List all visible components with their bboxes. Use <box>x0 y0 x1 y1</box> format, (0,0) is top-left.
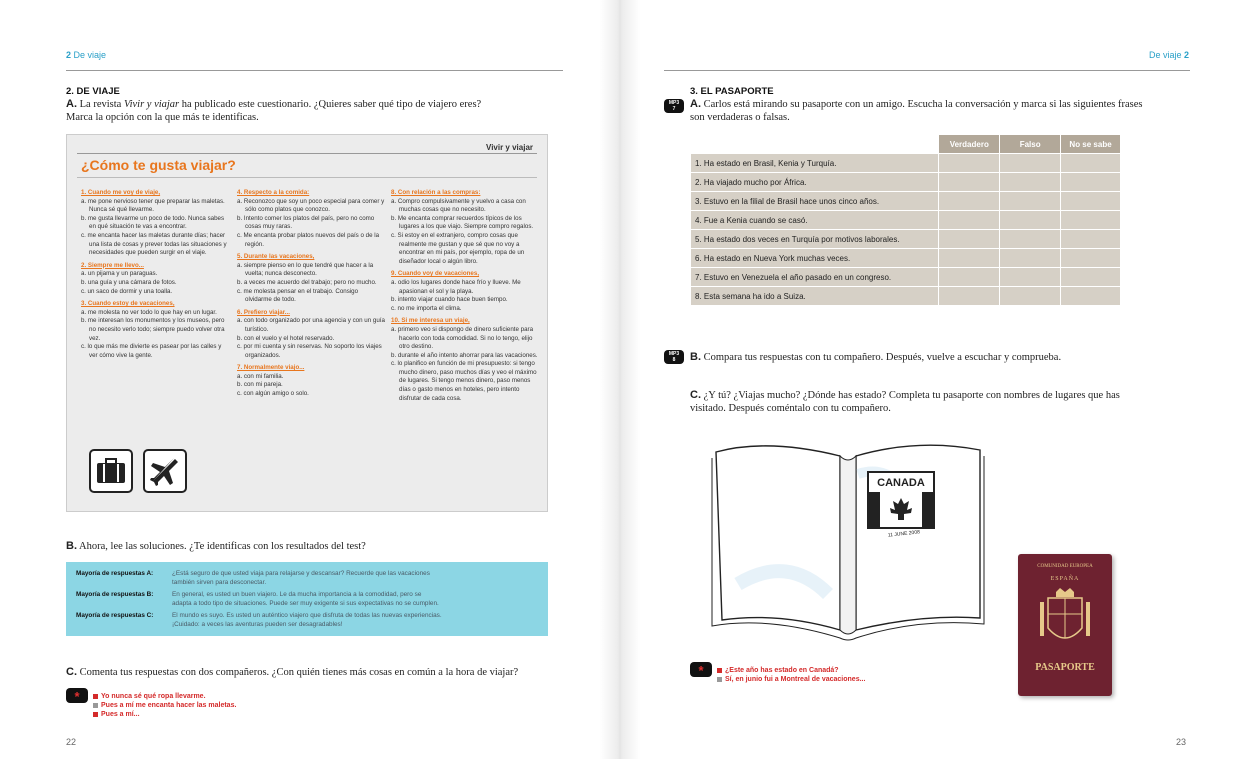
quiz-option[interactable]: c. lo que más me divierte es pasear por las calles y ver cómo vive la gente. <box>81 343 222 359</box>
part-b-text: Compara tus respuestas con tu compañero. Después, vuelve a escuchar y comprueba. <box>703 352 1062 363</box>
quiz-option[interactable]: a. con todo organizado por una agencia y con un guía turístico. <box>237 317 385 333</box>
quiz-question: 7. Normalmente viajo... <box>237 364 305 372</box>
quiz-option[interactable]: c. con algún amigo o solo. <box>237 390 309 398</box>
answer-cell-falso[interactable] <box>1000 249 1061 268</box>
header-no-se-sabe: No se sabe <box>1061 135 1121 154</box>
quiz-title: ¿Cómo te gusta viajar? <box>81 157 236 173</box>
solutions-box <box>66 562 548 636</box>
answer-cell-verdadero[interactable] <box>939 249 1000 268</box>
passport-line2: ESPAÑA <box>1050 576 1080 582</box>
quiz-question: 4. Respecto a la comida: <box>237 189 310 196</box>
answer-cell-verdadero[interactable] <box>939 154 1000 173</box>
quiz-question: 10. Si me interesa un viaje, <box>391 317 470 325</box>
left-running-header <box>66 50 106 60</box>
passport-line1: COMUNIDAD EUROPEA <box>1037 564 1093 569</box>
answer-cell-verdadero[interactable] <box>939 211 1000 230</box>
quiz-option[interactable]: c. me encanta hacer las maletas durante días; hacer una lista de cosas y prever todas las situaciones y necesidades que pueden surgir en el viaje. <box>81 231 227 257</box>
answer-cell-falso[interactable] <box>1000 211 1061 230</box>
section-title-pasaporte: 3. EL PASAPORTE <box>690 86 774 97</box>
answer-cell-falso[interactable] <box>1000 154 1061 173</box>
right-running-header <box>1149 50 1189 60</box>
passport-title: PASAPORTE <box>1035 662 1095 673</box>
part-a-line1: Carlos está mirando su pasaporte con un amigo. Escucha la conversación y marca si las siguientes frases <box>703 99 1143 110</box>
answer-cell-verdadero[interactable] <box>939 287 1000 306</box>
statement-cell: 8. Esta semana ha ido a Suiza. <box>691 287 939 306</box>
table-row <box>691 287 1121 306</box>
quiz-option[interactable]: c. no me importa el clima. <box>391 304 462 312</box>
example-dialog-right <box>717 666 865 684</box>
quiz-option[interactable]: c. Si estoy en el extranjero, compro cosas que realmente me gustan y que sé que no voy a encontrar en mi país, por ejemplo, ropa de un diseñador local o algún libro. <box>391 231 525 265</box>
answer-cell-no-se-sabe[interactable] <box>1061 211 1121 230</box>
answer-cell-falso[interactable] <box>1000 173 1061 192</box>
dialog-line <box>717 666 865 675</box>
quiz-column-1 <box>81 185 229 360</box>
table-row <box>691 230 1121 249</box>
solution-text-c <box>172 611 542 629</box>
answer-cell-no-se-sabe[interactable] <box>1061 173 1121 192</box>
quiz-option[interactable]: a. me molesta no ver todo lo que hay en un lugar. <box>81 308 217 316</box>
quiz-brand: Vivir y viajar <box>486 143 533 152</box>
answer-cell-falso[interactable] <box>1000 230 1061 249</box>
canada-stamp <box>868 472 934 539</box>
quiz-question: 3. Cuando estoy de vacaciones, <box>81 300 175 308</box>
intro-post: ha publicado este cuestionario. ¿Quieres saber qué tipo de viajero eres? <box>181 99 482 110</box>
quiz-question: 2. Siempre me llevo... <box>81 261 144 269</box>
solution-c-line2: ¡Cuidado: a veces las aventuras pueden ser desagradables! <box>172 621 343 628</box>
quiz-option[interactable]: a. con mi familia. <box>237 372 284 380</box>
quiz-option[interactable]: c. lo planifico en función de mi presupuesto: si tengo mucho dinero, paso muchos días y veo el máximo de lugares. Si tengo menos dinero, paso menos días o gasto menos en hoteles, pero intento disfrutar de cada cosa. <box>391 360 537 402</box>
statement-cell: 1. Ha estado en Brasil, Kenia y Turquía. <box>691 154 939 173</box>
left-page-number: 22 <box>66 737 77 747</box>
quiz-option[interactable]: b. intento viajar cuando hace buen tiempo. <box>391 296 508 304</box>
quiz-question: 9. Cuando voy de vacaciones, <box>391 270 480 278</box>
part-a-letter: A. <box>690 98 701 110</box>
answer-cell-verdadero[interactable] <box>939 192 1000 211</box>
quiz-option[interactable]: b. a veces me acuerdo del trabajo; pero no mucho. <box>237 278 377 286</box>
solution-key-b: Mayoría de respuestas B: <box>76 591 154 598</box>
header-falso: Falso <box>1000 135 1061 154</box>
answer-cell-falso[interactable] <box>1000 268 1061 287</box>
intro-pre: La revista <box>79 99 122 110</box>
intro-paragraph <box>66 98 566 124</box>
dialog-line-1: Yo nunca sé qué ropa llevarme. <box>101 693 206 700</box>
right-page-number: 23 <box>1176 737 1187 747</box>
table-row <box>691 154 1121 173</box>
answer-cell-verdadero[interactable] <box>939 230 1000 249</box>
dialog-line-2: Pues a mí me encanta hacer las maletas. <box>101 702 237 709</box>
solution-text-a <box>172 569 542 587</box>
quiz-panel <box>66 134 548 512</box>
part-c-text: Comenta tus respuestas con dos compañeros. ¿Con quién tienes más cosas en común a la hora de viajar? <box>79 667 519 678</box>
quiz-option[interactable]: a. siempre pienso en lo que tendré que hacer a la vuelta; nunca desconecto. <box>237 261 374 278</box>
quiz-option[interactable]: a. Compro compulsivamente y vuelvo a casa con muchas cosas que no necesito. <box>391 197 526 214</box>
header-verdadero: Verdadero <box>939 135 1000 154</box>
quiz-option[interactable]: b. me gusta llevarme un poco de todo. Nunca sabes en qué situación te vas a encontrar. <box>81 214 225 231</box>
answer-cell-no-se-sabe[interactable] <box>1061 154 1121 173</box>
left-header-unit-number: 2 <box>66 50 72 60</box>
solution-key-a: Mayoría de respuestas A: <box>76 570 154 577</box>
part-c-line2: visitado. Después coméntalo con tu compañero. <box>690 403 891 414</box>
dialog-question: ¿Este año has estado en Canadá? <box>725 667 839 674</box>
answer-cell-no-se-sabe[interactable] <box>1061 268 1121 287</box>
table-header-blank <box>691 135 939 154</box>
quiz-option[interactable]: c. por mi cuenta y sin reservas. No soporto los viajes organizados. <box>237 343 382 359</box>
left-header-title: De viaje <box>73 50 107 60</box>
quiz-brand-rule <box>77 153 537 154</box>
answer-cell-falso[interactable] <box>1000 287 1061 306</box>
quiz-option[interactable]: a. un pijama y un paraguas. <box>81 270 158 278</box>
quiz-option[interactable]: b. Me encanta comprar recuerdos típicos de los lugares a los que viajo. Siempre compro regalos. <box>391 214 534 231</box>
part-c-left <box>66 666 566 679</box>
suitcase-icon <box>89 449 133 493</box>
answer-cell-falso[interactable] <box>1000 192 1061 211</box>
answer-cell-verdadero[interactable] <box>939 173 1000 192</box>
statement-cell: 7. Estuvo en Venezuela el año pasado en un congreso. <box>691 268 939 287</box>
part-c-letter: C. <box>690 389 701 401</box>
answer-cell-no-se-sabe[interactable] <box>1061 230 1121 249</box>
right-header-unit-number: 2 <box>1184 50 1190 60</box>
asterisk-icon: * <box>690 662 712 677</box>
section-title-de-viaje: 2. DE VIAJE <box>66 86 120 97</box>
answer-cell-verdadero[interactable] <box>939 268 1000 287</box>
part-c-right <box>690 389 1190 415</box>
table-header-row <box>691 135 1121 154</box>
table-row <box>691 211 1121 230</box>
magazine-name: Vivir y viajar <box>123 99 180 110</box>
part-b-letter: B. <box>690 351 701 363</box>
quiz-option[interactable]: b. me interesan los monumentos y los museos, pero no necesito verlo todo; siempre puedo volver otra vez. <box>81 317 225 342</box>
statement-cell: 6. Ha estado en Nueva York muchas veces. <box>691 249 939 268</box>
part-b-left <box>66 540 566 553</box>
table-row <box>691 249 1121 268</box>
solution-a-line1: ¿Está seguro de que usted viaja para relajarse y descansar? Recuerde que las vacaciones <box>172 570 430 577</box>
quiz-option[interactable]: b. una guía y una cámara de fotos. <box>81 278 177 286</box>
answer-cell-no-se-sabe[interactable] <box>1061 287 1121 306</box>
quiz-option[interactable]: b. con el vuelo y el hotel reservado. <box>237 334 335 342</box>
solution-c-line1: El mundo es suyo. Es usted un auténtico viajero que disfruta de todas las nuevas experiencias. <box>172 612 442 619</box>
asterisk-icon: * <box>66 688 88 703</box>
part-b-text: Ahora, lee las soluciones. ¿Te identificas con los resultados del test? <box>79 541 366 552</box>
quiz-option[interactable]: b. durante el año intento ahorrar para las vacaciones. <box>391 351 538 359</box>
stamp-date: 11 JUNE 2008 <box>887 529 921 539</box>
part-a-line2: son verdaderas o falsas. <box>690 112 790 123</box>
dialog-line <box>93 701 236 710</box>
quiz-question: 5. Durante las vacaciones, <box>237 253 315 261</box>
dialog-line-3: Pues a mí... <box>101 711 140 718</box>
table-row <box>691 192 1121 211</box>
dialog-line <box>93 710 236 719</box>
quiz-option[interactable]: a. odio los lugares donde hace frío y llueve. Me apasionan el sol y la playa. <box>391 278 521 295</box>
dialog-line <box>717 675 865 684</box>
statement-cell: 2. Ha viajado mucho por África. <box>691 173 939 192</box>
book-gutter <box>600 0 640 759</box>
quiz-column-2 <box>237 185 385 399</box>
dialog-line <box>93 692 236 701</box>
part-b-letter: B. <box>66 540 77 552</box>
part-c-line1: ¿Y tú? ¿Viajas mucho? ¿Dónde has estado? Completa tu pasaporte con nombres de lugares que has <box>703 390 1120 401</box>
part-b-right <box>690 351 1190 364</box>
quiz-title-rule <box>77 177 537 178</box>
statement-cell: 5. Ha estado dos veces en Turquía por motivos laborales. <box>691 230 939 249</box>
table-row <box>691 173 1121 192</box>
airplane-icon <box>143 449 187 493</box>
spanish-passport-illustration <box>1018 554 1112 696</box>
statement-cell: 4. Fue a Kenia cuando se casó. <box>691 211 939 230</box>
audio-track-icon[interactable]: MP3 7 <box>664 99 684 113</box>
left-header-rule <box>66 70 563 71</box>
answer-cell-no-se-sabe[interactable] <box>1061 192 1121 211</box>
quiz-question: 1. Cuando me voy de viaje, <box>81 189 161 196</box>
right-header-title: De viaje <box>1149 50 1182 60</box>
true-false-table <box>690 134 1121 306</box>
quiz-option[interactable]: c. Me encanta probar platos nuevos del país o de la región. <box>237 231 380 248</box>
right-header-rule <box>664 70 1190 71</box>
quiz-question: 8. Con relación a las compras: <box>391 189 481 196</box>
quiz-option[interactable]: b. Intento comer los platos del país, pero no como cosas muy raras. <box>237 214 375 231</box>
quiz-option[interactable]: c. me molesta pensar en el trabajo. Consigo olvidarme de todo. <box>237 287 359 304</box>
quiz-question: 6. Prefiero viajar... <box>237 308 290 316</box>
quiz-column-3 <box>391 185 539 403</box>
statement-cell: 3. Estuvo en la filial de Brasil hace unos cinco años. <box>691 192 939 211</box>
quiz-option[interactable]: b. con mi pareja. <box>237 381 283 389</box>
solution-key-c: Mayoría de respuestas C: <box>76 612 154 619</box>
solution-text-b <box>172 590 542 608</box>
dialog-answer: Sí, en junio fui a Montreal de vacaciones... <box>725 676 866 683</box>
open-passport-illustration <box>708 434 988 644</box>
solution-a-line2: también sirven para desconectar. <box>172 579 267 586</box>
stamp-country: CANADA <box>877 477 925 489</box>
table-row <box>691 268 1121 287</box>
coat-of-arms-icon <box>1018 588 1112 658</box>
quiz-option[interactable]: a. Reconozco que soy un poco especial para comer y sólo como platos que conozco. <box>237 197 385 214</box>
quiz-option[interactable]: a. me pone nervioso tener que preparar las maletas. Nunca sé qué llevarme. <box>81 197 225 214</box>
answer-cell-no-se-sabe[interactable] <box>1061 249 1121 268</box>
part-a-letter: A. <box>66 98 77 110</box>
part-c-letter: C. <box>66 666 77 678</box>
intro-line2: Marca la opción con la que más te identificas. <box>66 112 259 123</box>
quiz-option[interactable]: c. un saco de dormir y una toalla. <box>81 287 173 295</box>
solution-b-line1: En general, es usted un buen viajero. Le da mucha importancia a la comodidad, pero se <box>172 591 422 598</box>
part-a-right <box>690 98 1190 124</box>
audio-track-icon[interactable]: MP3 8 <box>664 350 684 364</box>
quiz-option[interactable]: a. primero veo si dispongo de dinero suficiente para hacerlo con toda comodidad. Si no lo tengo, elijo otro destino. <box>391 325 534 351</box>
example-dialog-left <box>93 692 236 719</box>
solution-b-line2: adapta a todo tipo de situaciones. Puede ser muy exigente si sus expectativas no se cumplen. <box>172 600 439 607</box>
